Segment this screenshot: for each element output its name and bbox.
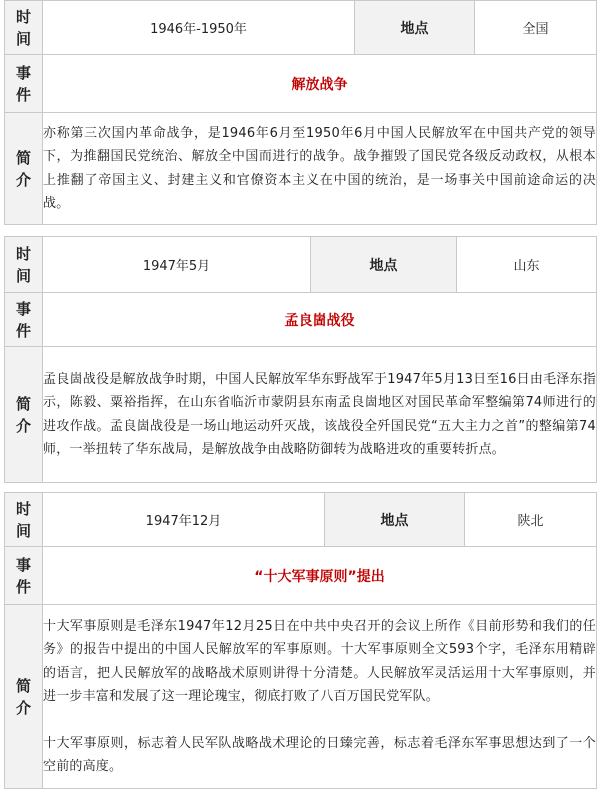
event-intro: 孟良崮战役是解放战争时期，中国人民解放军华东野战军于1947年5月13日至16日由毛泽东指示，陈毅、粟裕指挥，在山东省临沂市蒙阴县东南孟良崮地区对国民革命军整编第74师进行的进攻作战。孟良崮战役是一场山地运动歼灭战，该战役全歼国民党“五大主力之首”的整编第74师，一举扭转了华东战局，是解放战争由战略防御转为战略进攻的重要转折点。 [43, 347, 597, 483]
event-time: 1946年-1950年 [43, 1, 355, 55]
intro-label: 简 介 [5, 605, 43, 789]
event-label: 事 件 [5, 55, 43, 113]
event-intro: 十大军事原则是毛泽东1947年12月25日在中共中央召开的会议上所作《目前形势和我们的任务》的报告中提出的中国人民解放军的军事原则。十大军事原则全文593个字，毛泽东用精辟的语言，把人民解放军的战略战术原则讲得十分清楚。人民解放军灵活运用十大军事原则，并进一步丰富和发展了这一理论瑰宝，彻底打败了八百万国民党军队。 十大军事原则，标志着人民军队战略战术理论的日臻完善，标志着毛泽东军事思想达到了一个空前的高度。 [43, 605, 597, 789]
intro-label: 简 介 [5, 347, 43, 483]
event-label: 事 件 [5, 547, 43, 605]
event-time: 1947年12月 [43, 493, 325, 547]
event-place: 全国 [475, 1, 597, 55]
event-intro: 亦称第三次国内革命战争，是1946年6月至1950年6月中国人民解放军在中国共产党的领导下，为推翻国民党统治、解放全中国而进行的战争。战争摧毁了国民党各级反动政权，从根本上推翻了帝国主义、封建主义和官僚资本主义在中国的统治，是一场事关中国前途命运的决战。 [43, 113, 597, 225]
place-label: 地点 [311, 237, 457, 293]
event-place: 山东 [457, 237, 597, 293]
event-table-1 [4, 0, 597, 225]
event-time: 1947年5月 [43, 237, 311, 293]
time-label: 时 间 [5, 1, 43, 55]
event-title: 孟良崮战役 [43, 293, 597, 347]
time-label: 时 间 [5, 493, 43, 547]
event-label: 事 件 [5, 293, 43, 347]
time-label: 时 间 [5, 237, 43, 293]
event-table-2 [4, 236, 597, 483]
event-place: 陕北 [465, 493, 597, 547]
place-label: 地点 [325, 493, 465, 547]
event-title: “十大军事原则”提出 [43, 547, 597, 605]
intro-label: 简 介 [5, 113, 43, 225]
place-label: 地点 [355, 1, 475, 55]
event-title: 解放战争 [43, 55, 597, 113]
event-table-3 [4, 492, 597, 789]
